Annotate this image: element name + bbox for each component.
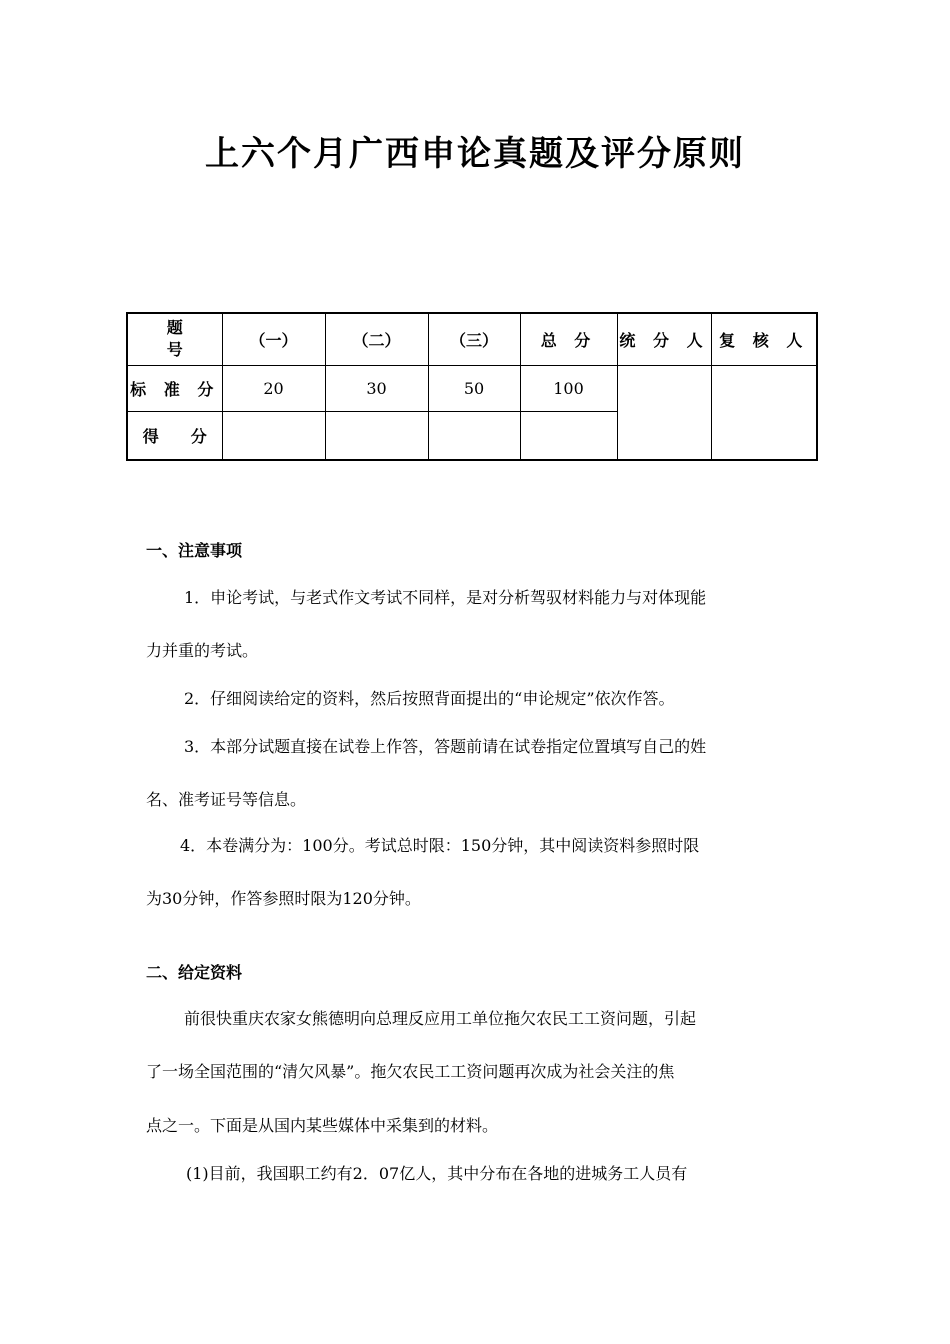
obtained-score-q2[interactable]: [325, 411, 428, 460]
header-q1: （一）: [222, 313, 325, 365]
header-q3: （三）: [428, 313, 520, 365]
header-question-number: [127, 313, 222, 365]
section-heading-notes: 一、注意事项: [146, 541, 243, 560]
standard-score-q2: 30: [325, 365, 428, 411]
header-question-number-top: 题: [166, 318, 183, 338]
note-2-line-1: 2．仔细阅读给定的资料，然后按照背面提出的“申论规定”依次作答。: [184, 689, 675, 708]
note-3-line-2: 名、准考证号等信息。: [146, 790, 307, 809]
material-para-1-line-3: 点之一。下面是从国内某些媒体中采集到的材料。: [146, 1116, 499, 1135]
tallier-signature-cell[interactable]: [617, 365, 711, 460]
material-para-1-line-2: 了一场全国范围的“清欠风暴”。拖欠农民工工资问题再次成为社会关注的焦: [146, 1062, 675, 1081]
note-1-line-2: 力并重的考试。: [146, 641, 259, 660]
obtained-score-q3[interactable]: [428, 411, 520, 460]
obtained-score-label: 得 分: [127, 411, 222, 460]
header-question-number-bottom: 号: [166, 340, 183, 360]
header-tallier: 统 分 人: [617, 313, 711, 365]
standard-score-q3: 50: [428, 365, 520, 411]
header-q2: （二）: [325, 313, 428, 365]
score-table-header-row: [127, 313, 817, 365]
standard-score-label: 标 准 分: [127, 365, 222, 411]
document-title: 上六个月广西申论真题及评分原则: [205, 134, 745, 174]
note-3-line-1: 3．本部分试题直接在试卷上作答，答题前请在试卷指定位置填写自己的姓: [184, 737, 707, 756]
standard-score-q1: 20: [222, 365, 325, 411]
note-1-line-1: 1．申论考试，与老式作文考试不同样，是对分析驾驭材料能力与对体现能: [184, 588, 707, 607]
header-reviewer: 复 核 人: [711, 313, 817, 365]
note-4-line-1: 4．本卷满分为：100分。考试总时限：150分钟，其中阅读资料参照时限: [180, 836, 700, 855]
standard-score-row: [127, 365, 817, 411]
score-table: [126, 312, 818, 461]
material-para-2-line-1: (1)目前，我国职工约有2．07亿人，其中分布在各地的进城务工人员有: [186, 1164, 688, 1183]
material-para-1-line-1: 前很快重庆农家女熊德明向总理反应用工单位拖欠农民工工资问题，引起: [184, 1009, 697, 1028]
header-total: 总 分: [520, 313, 617, 365]
note-4-line-2: 为30分钟，作答参照时限为120分钟。: [146, 889, 421, 908]
reviewer-signature-cell[interactable]: [711, 365, 817, 460]
standard-score-total: 100: [520, 365, 617, 411]
obtained-score-q1[interactable]: [222, 411, 325, 460]
section-heading-materials: 二、给定资料: [146, 963, 243, 982]
obtained-score-total[interactable]: [520, 411, 617, 460]
